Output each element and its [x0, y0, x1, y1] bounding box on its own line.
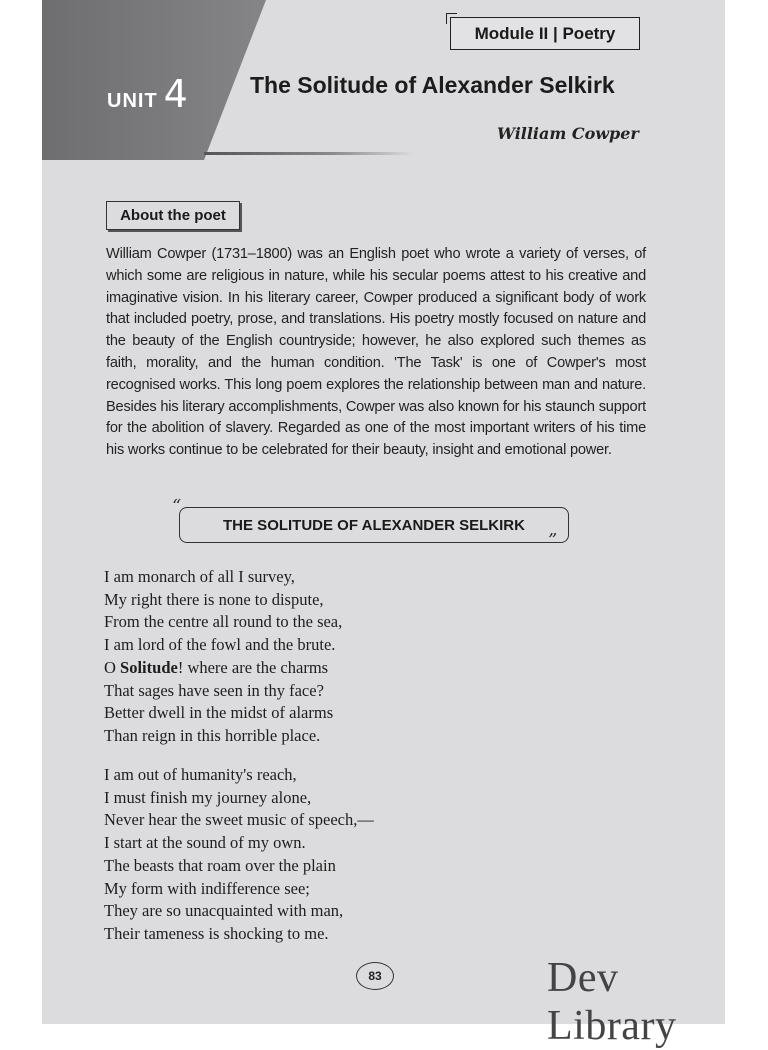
- close-quote-icon: ”: [548, 530, 558, 551]
- poem-line: Never hear the sweet music of speech,—: [104, 810, 374, 830]
- poem-line: O Solitude! where are the charms: [104, 657, 329, 677]
- poem-stanza-1: [104, 566, 524, 748]
- poet-signature: William Cowper: [497, 124, 639, 143]
- poem-banner-text: THE SOLITUDE OF ALEXANDER SELKIRK: [223, 516, 525, 534]
- poet-biography: William Cowper (1731–1800) was an English poet who wrote a variety of verses, of which some are religious in nature, while his secular poems attest to his creative and imaginative vision. In his literary career, Cowper produced a significant body of work that included poetry, prose, and translations. His poetry mostly focused on nature and the beauty of the English countryside; however, he also explored such themes as faith, morality, and the human condition. 'The Task' is one of Cowper's most recognised works. This long poem explores the relationship between man and nature. Besides his literary accomplishments, Cowper was also known for his staunch support for the abolition of slavery. Regarded as one of the most important writers of his time his works continue to be celebrated for their beauty, insight and emotional power.: [106, 246, 646, 459]
- poem-line: From the centre all round to the sea,: [104, 612, 343, 632]
- unit-word: UNIT: [107, 90, 158, 112]
- poem-line: I am monarch of all I survey,: [104, 567, 295, 586]
- page-number: 83: [356, 962, 394, 990]
- poem-line: My right there is none to dispute,: [104, 589, 324, 609]
- poem-banner: [179, 507, 569, 543]
- poem-line: Than reign in this horrible place.: [104, 725, 321, 745]
- poem-line: My form with indifference see;: [104, 878, 310, 898]
- poem-line: Better dwell in the midst of alarms: [104, 703, 334, 723]
- poem-line: They are so unacquainted with man,: [104, 901, 344, 921]
- unit-number: 4: [163, 72, 189, 116]
- module-text: Module II | Poetry: [474, 23, 616, 43]
- poem-stanza-2: [104, 764, 524, 946]
- poem-line: The beasts that roam over the plain: [104, 855, 336, 875]
- poem-title: The Solitude of Alexander Selkirk: [250, 72, 615, 98]
- watermark: Dev Library: [547, 955, 677, 1049]
- unit-label: [107, 72, 189, 116]
- poem-line: Their tameness is shocking to me.: [104, 923, 329, 943]
- book-page: [42, 0, 725, 1049]
- poem-line: I must finish my journey alone,: [104, 787, 312, 807]
- open-quote-icon: “: [172, 496, 182, 517]
- poem-line: I start at the sound of my own.: [104, 833, 306, 853]
- poem-line: That sages have seen in thy face?: [104, 680, 324, 700]
- module-label: [450, 17, 640, 50]
- poem-line: I am out of humanity's reach,: [104, 765, 297, 784]
- poem-line: I am lord of the fowl and the brute.: [104, 635, 336, 655]
- about-heading: About the poet: [106, 201, 240, 230]
